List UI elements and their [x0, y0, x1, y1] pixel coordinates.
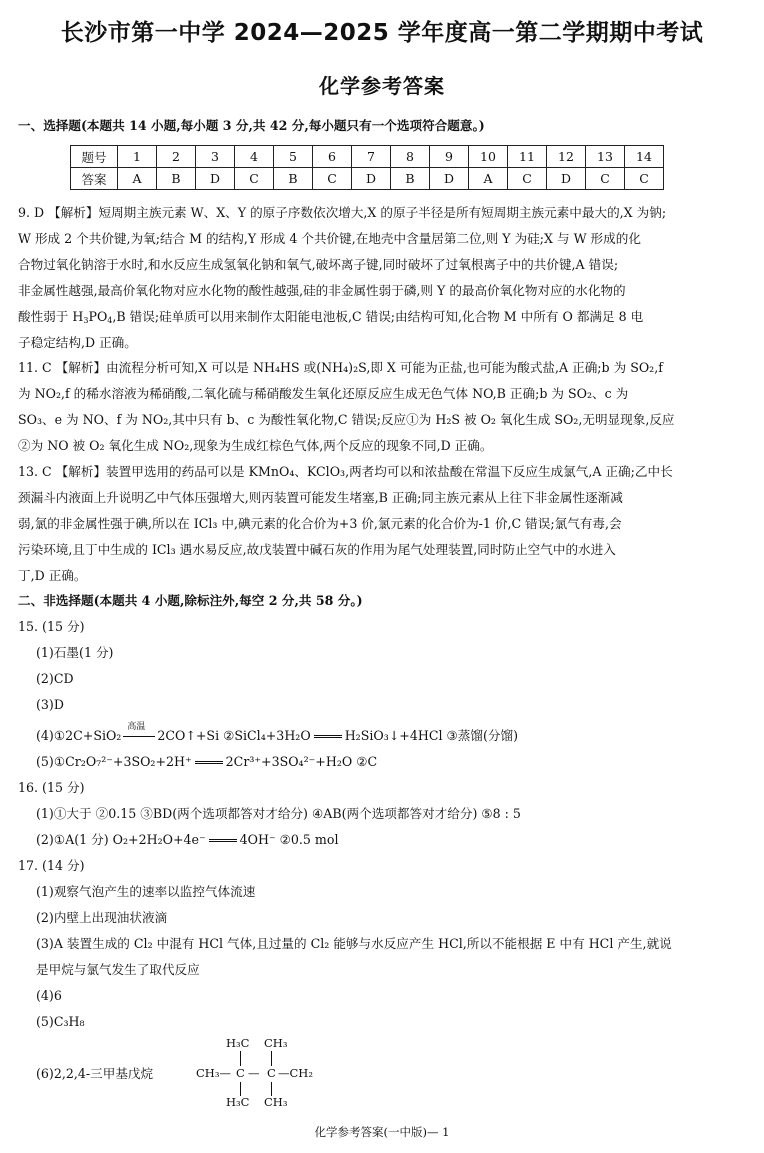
formula-group: H₃C — [226, 1095, 250, 1109]
q17-answer: (4)6 — [36, 988, 62, 1003]
table-cell: C — [508, 168, 547, 190]
table-cell: D — [547, 168, 586, 190]
table-cell: 13 — [586, 146, 625, 168]
q15-answer: (3)D — [36, 697, 64, 712]
page-footer: 化学参考答案(一中版)— 1 — [314, 1125, 450, 1139]
formula-group: CH₃— — [196, 1066, 231, 1080]
table-cell: 11 — [508, 146, 547, 168]
q13-line: 颈漏斗内液面上升说明乙中气体压强增大,则丙装置可能发生堵塞,B 正确;同主族元素从上往下非金属性逐渐减 — [18, 490, 623, 505]
q13-line: 丁,D 正确。 — [18, 568, 87, 583]
table-cell: B — [274, 168, 313, 190]
q17-answer: (1)观察气泡产生的速率以监控气体流速 — [36, 884, 256, 899]
table-cell: 4 — [235, 146, 274, 168]
q15-answer: (5)①Cr₂O₇²⁻+3SO₂+2H⁺ 2Cr³⁺+3SO₄²⁻+H₂O ②C — [36, 754, 378, 769]
q16-answer: (2)①A(1 分) O₂+2H₂O+4e⁻ 4OH⁻ ②0.5 mol — [36, 832, 339, 847]
q17-answer: (5)C₃H₈ — [36, 1014, 85, 1029]
formula-group: CH₃ — [264, 1095, 288, 1109]
q11-line: 11. C 【解析】由流程分析可知,X 可以是 NH₄HS 或(NH₄)₂S,即 X 可能为正盐,也可能为酸式盐,A 正确;b 为 SO₂,f — [18, 360, 663, 375]
equals-sign — [314, 735, 342, 738]
table-cell: 12 — [547, 146, 586, 168]
q9-line: 合物过氧化钠溶于水时,和水反应生成氢氧化钠和氧气,破坏离子键,同时破坏了过氧根离子中的共价键,A 错误; — [18, 257, 619, 272]
table-cell: 6 — [313, 146, 352, 168]
section1-heading: 一、选择题(本题共 14 小题,每小题 3 分,共 42 分,每小题只有一个选项符合题意。) — [18, 118, 485, 133]
table-cell: 7 — [352, 146, 391, 168]
bond-line — [271, 1082, 272, 1096]
table-cell: C — [313, 168, 352, 190]
q17-answer: (2)内壁上出现油状液滴 — [36, 910, 168, 925]
q15-heading: 15. (15 分) — [18, 619, 85, 634]
formula-group: C — [236, 1066, 245, 1080]
q16-answer: (1)①大于 ②0.15 ③BD(两个选项都答对才给分) ④AB(两个选项都答对才给分) ⑤8 : 5 — [36, 806, 521, 821]
q13-line: 弱,氯的非金属性强于碘,所以在 ICl₃ 中,碘元素的化合价为+3 价,氯元素的化合价为-1 价,C 错误;氯气有毒,会 — [18, 516, 622, 531]
table-header-cell: 答案 — [71, 168, 118, 190]
bond-line — [271, 1051, 272, 1066]
q9-line: W 形成 2 个共价键,为氧;结合 M 的结构,Y 形成 4 个共价键,在地壳中含量居第二位,则 Y 为硅;X 与 W 形成的化 — [18, 231, 641, 246]
table-header-cell: 题号 — [71, 146, 118, 168]
table-cell: 8 — [391, 146, 430, 168]
q9-line: 9. D 【解析】短周期主族元素 W、X、Y 的原子序数依次增大,X 的原子半径是所有短周期主族元素中最大的,X 为钠; — [18, 205, 667, 220]
table-cell: 14 — [625, 146, 664, 168]
q9-line: 酸性弱于 $H_3PO_4,B$ 错误;硅单质可以用来制作太阳能电池板,C 错误;由结构可知,化合物 M 中所有 O 都满足 8 电 — [18, 309, 644, 325]
table-cell: C — [625, 168, 664, 190]
table-cell: D — [430, 168, 469, 190]
q15-answer: (1)石墨(1 分) — [36, 645, 114, 660]
table-cell: 9 — [430, 146, 469, 168]
table-cell: 2 — [157, 146, 196, 168]
formula-group: H₃C — [226, 1036, 250, 1050]
table-cell: D — [352, 168, 391, 190]
q9-line: 子稳定结构,D 正确。 — [18, 335, 137, 350]
table-cell: 5 — [274, 146, 313, 168]
answer-table — [70, 145, 664, 190]
equals-sign — [209, 839, 237, 842]
q16-heading: 16. (15 分) — [18, 780, 85, 795]
q17-answer: (3)A 装置生成的 Cl₂ 中混有 HCl 气体,且过量的 Cl₂ 能够与水反应产生 HCl,所以不能根据 E 中有 HCl 产生,就说 — [36, 936, 672, 951]
q11-line: 为 NO₂,f 的稀水溶液为稀硝酸,二氧化硫与稀硝酸发生氧化还原反应生成无色气体 NO,B 正确;b 为 SO₂、c 为 — [18, 386, 629, 401]
q9-line: 非金属性越强,最高价氧化物对应水化物的酸性越强,硅的非金属性弱于磷,则 Y 的最高价氧化物对应的水化物的 — [18, 283, 626, 298]
section2-heading: 二、非选择题(本题共 4 小题,除标注外,每空 2 分,共 58 分。) — [18, 593, 363, 608]
reaction-condition: 高温 — [121, 728, 157, 744]
table-row-numbers — [71, 146, 664, 168]
q11-line: SO₃、e 为 NO、f 为 NO₂,其中只有 b、c 为酸性氧化物,C 错误;反应①为 H₂S 被 O₂ 氧化生成 SO₂,无明显现象,反应 — [18, 412, 675, 427]
table-row-answers — [71, 168, 664, 190]
page-title: 长沙市第一中学 2024—2025 学年度高一第二学期期中考试 — [60, 20, 704, 46]
bond-line — [240, 1082, 241, 1096]
table-cell: C — [586, 168, 625, 190]
bond-line — [240, 1051, 241, 1066]
formula-group: CH₃ — [264, 1036, 288, 1050]
q17-answer: 是甲烷与氯气发生了取代反应 — [36, 962, 200, 977]
q15-answer: (2)CD — [36, 671, 74, 686]
q13-line: 污染环境,且丁中生成的 ICl₃ 遇水易反应,故戊装置中碱石灰的作用为尾气处理装置,同时防止空气中的水进入 — [18, 542, 616, 557]
formula-group: — — [248, 1066, 260, 1080]
equals-sign — [195, 761, 223, 764]
table-cell: D — [196, 168, 235, 190]
q17-heading: 17. (14 分) — [18, 858, 85, 873]
table-cell: A — [118, 168, 157, 190]
formula-group: —CH₂ — [278, 1066, 313, 1080]
table-cell: 1 — [118, 146, 157, 168]
q15-answer: (4)①2C+SiO₂ 高温 2CO↑+Si ②SiCl₄+3H₂O H₂SiO₃↓+4HCl ③蒸馏(分馏) — [36, 722, 519, 743]
table-cell: 10 — [469, 146, 508, 168]
q11-line: ②为 NO 被 O₂ 氧化生成 NO₂,现象为生成红棕色气体,两个反应的现象不同,D 正确。 — [18, 438, 493, 453]
formula-group: C — [267, 1066, 276, 1080]
table-cell: B — [157, 168, 196, 190]
table-cell: A — [469, 168, 508, 190]
table-cell: 3 — [196, 146, 235, 168]
page-subtitle: 化学参考答案 — [319, 74, 445, 98]
table-cell: C — [235, 168, 274, 190]
q13-line: 13. C 【解析】装置甲选用的药品可以是 KMnO₄、KClO₃,两者均可以和浓盐酸在常温下反应生成氯气,A 正确;乙中长 — [18, 464, 673, 479]
q17-answer: (6)2,2,4-三甲基戊烷 — [36, 1066, 154, 1081]
table-cell: B — [391, 168, 430, 190]
